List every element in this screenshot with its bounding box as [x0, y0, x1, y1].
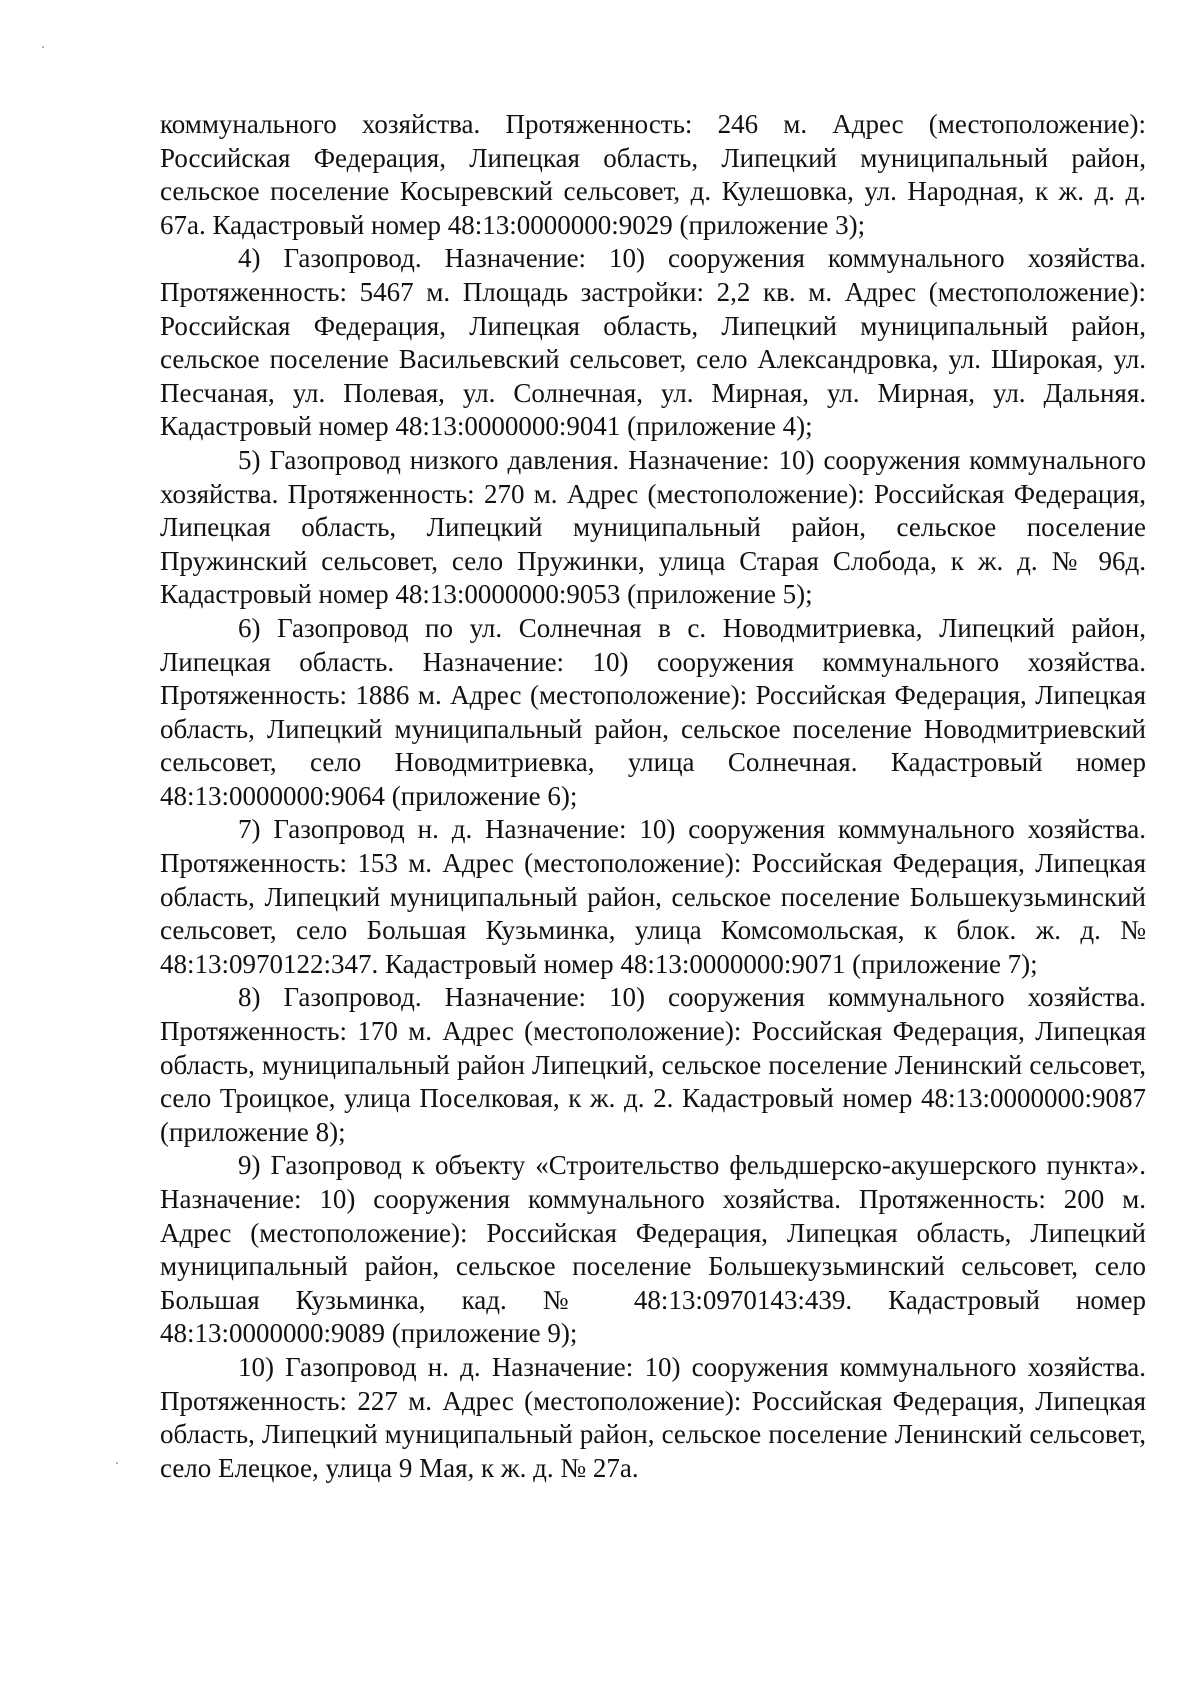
paragraph-item-10: 10) Газопровод н. д. Назначение: 10) сооружения коммунального хозяйства. Протяженность: 227 м. Адрес (местоположение): Российская Федерация, Липецкая область, Липецкий муниципальный район, сельское поселение Ленинский сельсовет, село Елецкое, улица 9 Мая, к ж. д. № 27а.	[160, 1351, 1146, 1483]
paragraph-item-3-continuation: коммунального хозяйства. Протяженность: 246 м. Адрес (местоположение): Российская Федерация, Липецкая область, Липецкий муниципальный район, сельское поселение Косыревский сельсовет, д. Кулешовка, ул. Народная, к ж. д. д. 67а. Кадастровый номер 48:13:0000000:9029 (приложение 3);	[160, 109, 1146, 240]
document-body	[160, 108, 1146, 1485]
paragraph-item-9: 9) Газопровод к объекту «Строительство фельдшерско-акушерского пункта». Назначение: 10) сооружения коммунального хозяйства. Протяженность: 200 м. Адрес (местоположение): Российская Федерация, Липецкая область, Липецкий муниципальный район, сельское поселение Большекузьминский сельсовет, село Большая Кузьминка, кад. № 48:13:0970143:439. Кадастровый номер 48:13:0000000:9089 (приложение 9);	[160, 1150, 1146, 1349]
paragraph-item-5: 5) Газопровод низкого давления. Назначение: 10) сооружения коммунального хозяйства. Протяженность: 270 м. Адрес (местоположение): Российская Федерация, Липецкая область, Липецкий муниципальный район, сельское поселение Пружинский сельсовет, село Пружинки, улица Старая Слобода, к ж. д. № 96д. Кадастровый номер 48:13:0000000:9053 (приложение 5);	[160, 444, 1146, 610]
paragraph-item-4: 4) Газопровод. Назначение: 10) сооружения коммунального хозяйства. Протяженность: 5467 м. Площадь застройки: 2,2 кв. м. Адрес (местоположение): Российская Федерация, Липецкая область, Липецкий муниципальный район, сельское поселение Васильевский сельсовет, село Александровка, ул. Широкая, ул. Песчаная, ул. Полевая, ул. Солнечная, ул. Мирная, ул. Мирная, ул. Дальняя. Кадастровый номер 48:13:0000000:9041 (приложение 4);	[160, 243, 1146, 442]
paragraph-item-7: 7) Газопровод н. д. Назначение: 10) сооружения коммунального хозяйства. Протяженность: 153 м. Адрес (местоположение): Российская Федерация, Липецкая область, Липецкий муниципальный район, сельское поселение Большекузьминский сельсовет, село Большая Кузьминка, улица Комсомольская, к блок. ж. д. № 48:13:0970122:347. Кадастровый номер 48:13:0000000:9071 (приложение 7);	[160, 814, 1146, 979]
scan-speck	[42, 46, 44, 48]
paragraph-item-8: 8) Газопровод. Назначение: 10) сооружения коммунального хозяйства. Протяженность: 170 м. Адрес (местоположение): Российская Федерация, Липецкая область, муниципальный район Липецкий, сельское поселение Ленинский сельсовет, село Троицкое, улица Поселковая, к ж. д. 2. Кадастровый номер 48:13:0000000:9087 (приложение 8);	[160, 982, 1146, 1147]
paragraph-item-6: 6) Газопровод по ул. Солнечная в с. Новодмитриевка, Липецкий район, Липецкая область. Назначение: 10) сооружения коммунального хозяйства. Протяженность: 1886 м. Адрес (местоположение): Российская Федерация, Липецкая область, Липецкий муниципальный район, сельское поселение Новодмитриевский сельсовет, село Новодмитриевка, улица Солнечная. Кадастровый номер 48:13:0000000:9064 (приложение 6);	[160, 612, 1146, 811]
scan-speck	[116, 1462, 118, 1464]
